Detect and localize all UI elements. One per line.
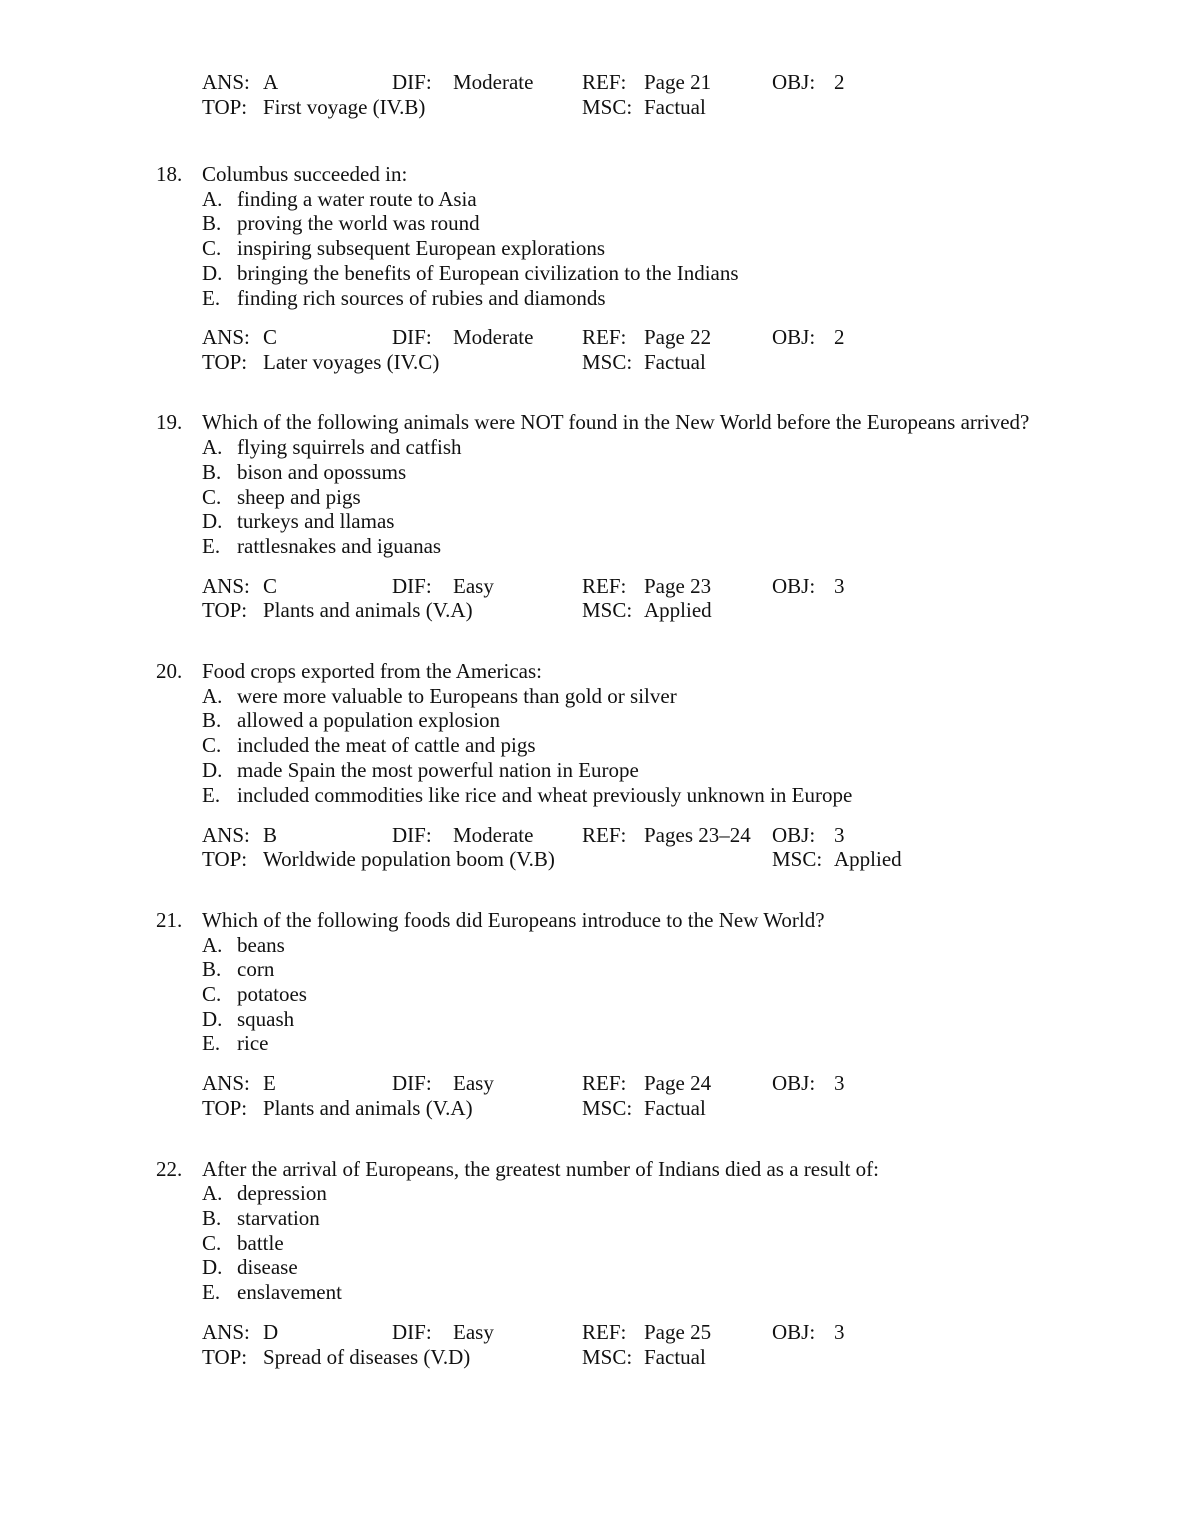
ref-label: REF:: [582, 1071, 627, 1095]
option-letter: B.: [202, 460, 222, 484]
option-text: made Spain the most powerful nation in Europe: [237, 758, 639, 782]
option-letter: E.: [202, 1031, 221, 1055]
ans-value: B: [263, 823, 278, 847]
option-letter: D.: [202, 1007, 223, 1031]
option-text: bison and opossums: [237, 460, 407, 484]
option-letter: A.: [202, 933, 223, 957]
ans-value: E: [263, 1071, 276, 1095]
ans-value: C: [263, 325, 278, 349]
obj-value: 3: [834, 1320, 845, 1344]
option-text: beans: [237, 933, 285, 957]
option-letter: C.: [202, 733, 222, 757]
ref-value: Pages 23–24: [644, 823, 751, 847]
msc-value: Factual: [644, 350, 706, 374]
msc-label: MSC:: [582, 1345, 633, 1369]
top-value: Later voyages (IV.C): [263, 350, 440, 374]
dif-label: DIF:: [392, 1071, 432, 1095]
question-stem: After the arrival of Europeans, the greatest number of Indians died as a result of:: [202, 1157, 880, 1181]
dif-value: Easy: [453, 574, 494, 598]
msc-value: Factual: [644, 1345, 706, 1369]
top-label: TOP:: [202, 350, 248, 374]
ref-value: Page 24: [644, 1071, 712, 1095]
option-letter: C.: [202, 485, 222, 509]
msc-value: Applied: [834, 847, 902, 871]
ans-label: ANS:: [202, 823, 250, 847]
obj-label: OBJ:: [772, 70, 816, 94]
ref-value: Page 21: [644, 70, 712, 94]
msc-label: MSC:: [582, 95, 633, 119]
option-text: disease: [237, 1255, 298, 1279]
option-text: squash: [237, 1007, 295, 1031]
obj-label: OBJ:: [772, 325, 816, 349]
option-text: starvation: [237, 1206, 320, 1230]
option-text: corn: [237, 957, 275, 981]
option-text: included commodities like rice and wheat previously unknown in Europe: [237, 783, 853, 807]
top-value: First voyage (IV.B): [263, 95, 426, 119]
dif-value: Easy: [453, 1071, 494, 1095]
question-stem: Which of the following foods did Europeans introduce to the New World?: [202, 908, 825, 932]
obj-value: 3: [834, 823, 845, 847]
obj-label: OBJ:: [772, 823, 816, 847]
ans-label: ANS:: [202, 325, 250, 349]
obj-label: OBJ:: [772, 574, 816, 598]
ans-label: ANS:: [202, 1320, 250, 1344]
option-letter: D.: [202, 1255, 223, 1279]
option-letter: A.: [202, 1181, 223, 1205]
option-letter: E.: [202, 286, 221, 310]
ref-value: Page 22: [644, 325, 712, 349]
msc-value: Applied: [644, 598, 712, 622]
option-text: proving the world was round: [237, 211, 480, 235]
obj-label: OBJ:: [772, 1320, 816, 1344]
question-stem: Which of the following animals were NOT found in the New World before the Europeans arrived?: [202, 410, 1030, 434]
option-text: bringing the benefits of European civilization to the Indians: [237, 261, 739, 285]
top-label: TOP:: [202, 95, 248, 119]
top-label: TOP:: [202, 847, 248, 871]
dif-value: Easy: [453, 1320, 494, 1344]
obj-value: 3: [834, 574, 845, 598]
option-text: rice: [237, 1031, 269, 1055]
ref-label: REF:: [582, 325, 627, 349]
ans-value: C: [263, 574, 278, 598]
dif-label: DIF:: [392, 574, 432, 598]
option-text: finding a water route to Asia: [237, 187, 477, 211]
ans-value: A: [263, 70, 279, 94]
option-letter: D.: [202, 758, 223, 782]
question-number: 20.: [156, 659, 183, 683]
option-letter: E.: [202, 1280, 221, 1304]
question-number: 22.: [156, 1157, 183, 1181]
option-text: included the meat of cattle and pigs: [237, 733, 536, 757]
msc-label: MSC:: [582, 350, 633, 374]
ans-label: ANS:: [202, 1071, 250, 1095]
option-text: inspiring subsequent European explorations: [237, 236, 606, 260]
ans-label: ANS:: [202, 70, 250, 94]
dif-value: Moderate: [453, 325, 534, 349]
option-letter: E.: [202, 783, 221, 807]
dif-value: Moderate: [453, 70, 534, 94]
top-label: TOP:: [202, 598, 248, 622]
msc-label: MSC:: [582, 598, 633, 622]
option-text: turkeys and llamas: [237, 509, 395, 533]
option-letter: D.: [202, 261, 223, 285]
top-value: Spread of diseases (V.D): [263, 1345, 471, 1369]
dif-label: DIF:: [392, 1320, 432, 1344]
top-label: TOP:: [202, 1096, 248, 1120]
msc-label: MSC:: [582, 1096, 633, 1120]
msc-value: Factual: [644, 95, 706, 119]
ref-label: REF:: [582, 823, 627, 847]
dif-label: DIF:: [392, 325, 432, 349]
option-letter: A.: [202, 187, 223, 211]
top-value: Worldwide population boom (V.B): [263, 847, 555, 871]
ans-label: ANS:: [202, 574, 250, 598]
dif-value: Moderate: [453, 823, 534, 847]
obj-label: OBJ:: [772, 1071, 816, 1095]
option-text: sheep and pigs: [237, 485, 361, 509]
option-text: flying squirrels and catfish: [237, 435, 462, 459]
obj-value: 2: [834, 325, 845, 349]
ref-label: REF:: [582, 574, 627, 598]
option-letter: C.: [202, 1231, 222, 1255]
option-text: were more valuable to Europeans than gold or silver: [237, 684, 677, 708]
option-letter: C.: [202, 236, 222, 260]
option-letter: B.: [202, 211, 222, 235]
obj-value: 2: [834, 70, 845, 94]
option-text: rattlesnakes and iguanas: [237, 534, 442, 558]
top-value: Plants and animals (V.A): [263, 1096, 473, 1120]
ans-value: D: [263, 1320, 279, 1344]
ref-value: Page 23: [644, 574, 712, 598]
option-letter: B.: [202, 1206, 222, 1230]
ref-label: REF:: [582, 1320, 627, 1344]
option-text: allowed a population explosion: [237, 708, 501, 732]
dif-label: DIF:: [392, 70, 432, 94]
question-number: 19.: [156, 410, 183, 434]
question-number: 21.: [156, 908, 183, 932]
option-text: enslavement: [237, 1280, 342, 1304]
question-number: 18.: [156, 162, 183, 186]
msc-value: Factual: [644, 1096, 706, 1120]
option-letter: C.: [202, 982, 222, 1006]
top-value: Plants and animals (V.A): [263, 598, 473, 622]
question-stem: Columbus succeeded in:: [202, 162, 408, 186]
obj-value: 3: [834, 1071, 845, 1095]
option-text: battle: [237, 1231, 284, 1255]
option-letter: A.: [202, 435, 223, 459]
option-letter: B.: [202, 708, 222, 732]
option-letter: D.: [202, 509, 223, 533]
option-text: finding rich sources of rubies and diamonds: [237, 286, 606, 310]
ref-label: REF:: [582, 70, 627, 94]
option-text: potatoes: [237, 982, 307, 1006]
top-label: TOP:: [202, 1345, 248, 1369]
ref-value: Page 25: [644, 1320, 712, 1344]
option-letter: E.: [202, 534, 221, 558]
option-letter: A.: [202, 684, 223, 708]
option-letter: B.: [202, 957, 222, 981]
option-text: depression: [237, 1181, 327, 1205]
msc-label: MSC:: [772, 847, 823, 871]
dif-label: DIF:: [392, 823, 432, 847]
question-stem: Food crops exported from the Americas:: [202, 659, 542, 683]
